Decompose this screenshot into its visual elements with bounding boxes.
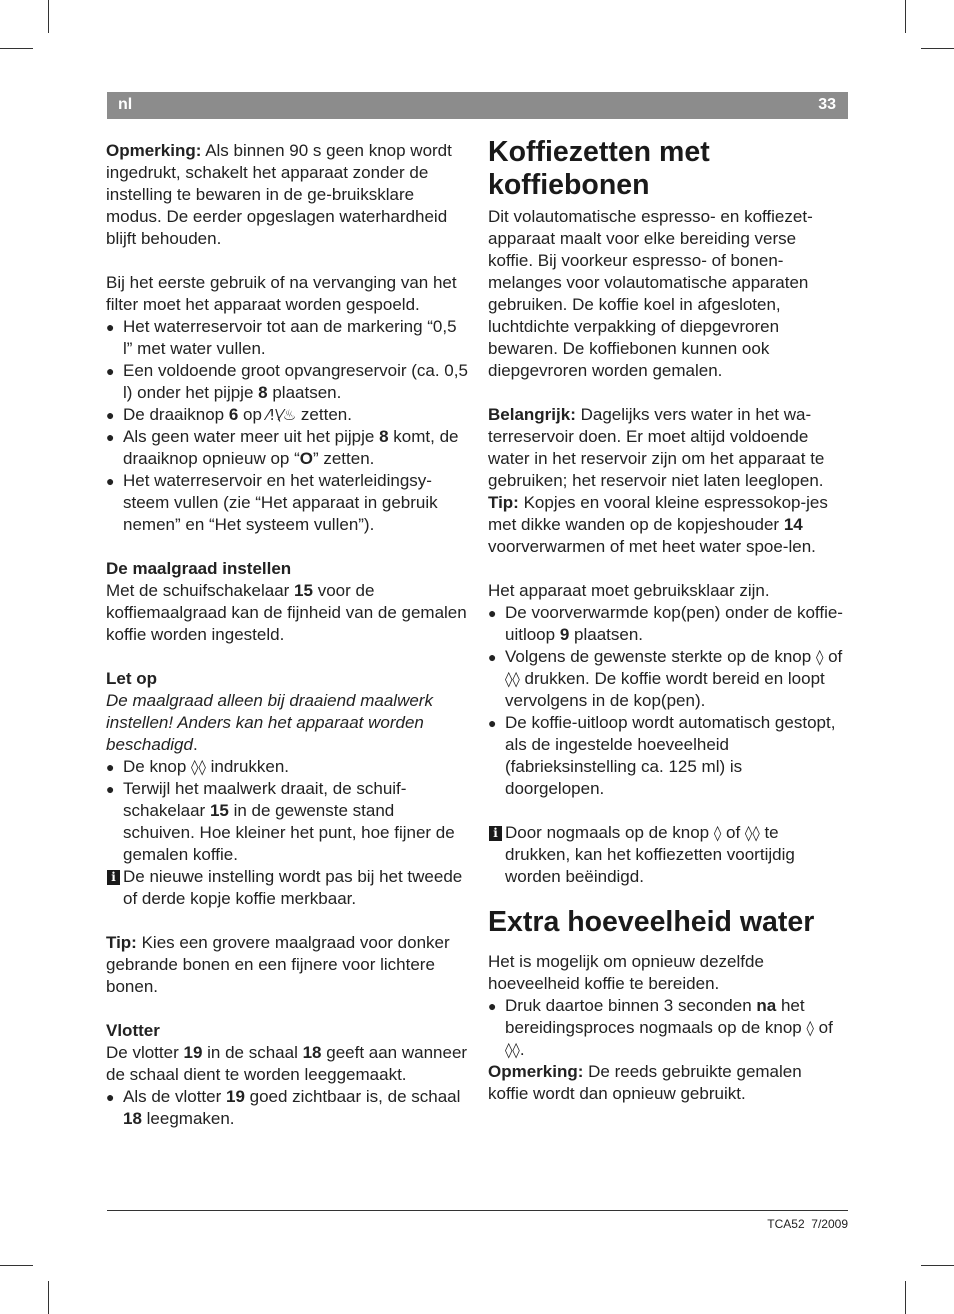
double-bean-icon: ◊◊	[505, 1041, 520, 1059]
bullet-icon: ●	[488, 605, 497, 621]
double-bean-icon: ◊◊	[191, 758, 206, 776]
paragraph: Het is mogelijk om opnieuw dezelfde hoeveelheid koffie te bereiden.	[488, 952, 764, 993]
list-item: ● Een voldoende groot opvangreservoir (ca. 0,5 l) onder het pijpje 8 plaatsen.	[106, 361, 468, 402]
list-item: ● Het waterreservoir en het waterleidingsy-steem vullen (zie “Het apparaat in gebruik nemen” en “Het systeem vullen”).	[106, 471, 438, 534]
note-paragraph: Opmerking: De reeds gebruikte gemalen koffie wordt dan opnieuw gebruikt.	[488, 1062, 802, 1103]
rinse-intro: Bij het eerste gebruik of na vervanging van het filter moet het apparaat worden gespoeld.	[106, 273, 457, 314]
list-item: ● Terwijl het maalwerk draait, de schuif-schakelaar 15 in de gewenste stand schuiven. Hoe kleiner het punt, hoe fijner de gemalen koffie.	[106, 779, 455, 864]
right-column	[488, 136, 844, 1105]
list-item: ● Volgens de gewenste sterkte op de knop ◊ of ◊◊ drukken. De koffie wordt bereid en loopt vervolgens in de kop(pen).	[488, 647, 843, 710]
list-item: ● Druk daartoe binnen 3 seconden na het bereidingsproces nogmaals op de knop ◊ of ◊◊.	[488, 996, 833, 1059]
single-bean-icon: ◊	[815, 648, 824, 666]
intro-paragraph: Dit volautomatische espresso- en koffiezet-apparaat maalt voor elke bereiding verse koffie. Bij voorkeur espresso- of bonen-melanges voor volautomatische apparaten gebruiken. De koffie koel in afgesloten, luchtdichte verpakking of diepgevroren bewaren. De koffiebonen kunnen ook diepgevroren worden gemalen.	[488, 207, 813, 380]
info-note: i De nieuwe instelling wordt pas bij het tweede of derde kopje koffie merkbaar.	[106, 866, 468, 910]
bullet-icon: ●	[106, 319, 115, 335]
crop-mark	[48, 0, 49, 33]
bullet-icon: ●	[106, 759, 115, 775]
bullet-icon: ●	[106, 407, 115, 423]
info-note: i Door nogmaals op de knop ◊ of ◊◊ te drukken, kan het koffiezetten voortijdig worden beëindigd.	[488, 822, 844, 888]
bullet-icon: ●	[488, 649, 497, 665]
crop-mark	[921, 1265, 954, 1266]
paragraph: De vlotter 19 in de schaal 18 geeft aan wanneer de schaal dient te worden leeggemaakt.	[106, 1043, 468, 1084]
crop-mark	[921, 48, 954, 49]
paragraph: Met de schuifschakelaar 15 voor de koffiemaalgraad kan de fijnheid van de gemalen koffie worden ingesteld.	[106, 581, 467, 644]
single-bean-icon: ◊	[713, 824, 722, 842]
list-item: ● De knop ◊◊ indrukken.	[106, 757, 290, 776]
list-item: ● Het waterreservoir tot aan de markering “0,5 l” met water vullen.	[106, 317, 457, 358]
info-icon: i	[107, 870, 120, 885]
bullet-icon: ●	[106, 1089, 115, 1105]
paragraph: Het apparaat moet gebruiksklaar zijn.	[488, 581, 770, 600]
double-bean-icon: ◊◊	[505, 670, 520, 688]
footer-divider	[107, 1210, 848, 1211]
crop-mark	[905, 0, 906, 33]
list-item: ● De koffie-uitloop wordt automatisch gestopt, als de ingestelde hoeveelheid (fabrieksinstelling ca. 125 ml) is doorgelopen.	[488, 713, 836, 798]
page-header	[107, 92, 848, 119]
bullet-icon: ●	[106, 429, 115, 445]
section-title: Koffiezetten met koffiebonen	[488, 136, 710, 201]
bullet-icon: ●	[488, 715, 497, 731]
list-item: ● De voorverwarmde kop(pen) onder de koffie-uitloop 9 plaatsen.	[488, 603, 843, 644]
section-title: Extra hoeveelheid water	[488, 906, 815, 938]
info-icon: i	[489, 826, 502, 841]
section-heading: Vlotter	[106, 1021, 160, 1040]
list-item: ● Als geen water meer uit het pijpje 8 komt, de draaiknop opnieuw op “O” zetten.	[106, 427, 459, 468]
bullet-icon: ●	[106, 781, 115, 797]
important-paragraph: Belangrijk: Dagelijks vers water in het wa-terreservoir doen. Er moet altijd voldoende water in het reservoir zijn om het apparaat te gebruiken; het reservoir niet laten leeglopen.	[488, 405, 825, 490]
hot-water-steam-symbol-icon: ⁄!\⁄♨	[266, 406, 297, 424]
crop-mark	[905, 1281, 906, 1314]
tip-paragraph: Tip: Kopjes en vooral kleine espressokop-jes met dikke wanden op de kopjeshouder 14 voorverwarmen of met heet water spoe-len.	[488, 493, 828, 556]
double-bean-icon: ◊◊	[744, 824, 760, 842]
crop-mark	[0, 1265, 33, 1266]
left-column	[106, 140, 468, 1130]
section-heading: Let op	[106, 669, 157, 688]
tip-paragraph: Tip: Kies een grovere maalgraad voor donker gebrande bonen en een fijnere voor lichtere bonen.	[106, 933, 450, 996]
footer-info: TCA52 7/2009	[767, 1217, 848, 1231]
bullet-icon: ●	[106, 473, 115, 489]
single-bean-icon: ◊	[806, 1019, 814, 1037]
page-number: 33	[818, 96, 836, 113]
list-item: ● Als de vlotter 19 goed zichtbaar is, de schaal 18 leegmaken.	[106, 1087, 461, 1128]
crop-mark	[0, 48, 33, 49]
note-paragraph: Opmerking: Als binnen 90 s geen knop wordt ingedrukt, schakelt het apparaat zonder de instelling te bewaren in de ge-bruiksklare modus. De eerder opgeslagen waterhardheid blijft behouden.	[106, 141, 452, 248]
section-heading: De maalgraad instellen	[106, 559, 292, 578]
list-item: ● De draaiknop 6 op ⁄!\⁄♨ zetten.	[106, 405, 352, 424]
crop-mark	[48, 1281, 49, 1314]
bullet-icon: ●	[488, 998, 497, 1014]
warning-paragraph: De maalgraad alleen bij draaiend maalwerk instellen! Anders kan het apparaat worden beschadigd.	[106, 691, 433, 754]
language-code: nl	[118, 96, 133, 113]
bullet-icon: ●	[106, 363, 115, 379]
